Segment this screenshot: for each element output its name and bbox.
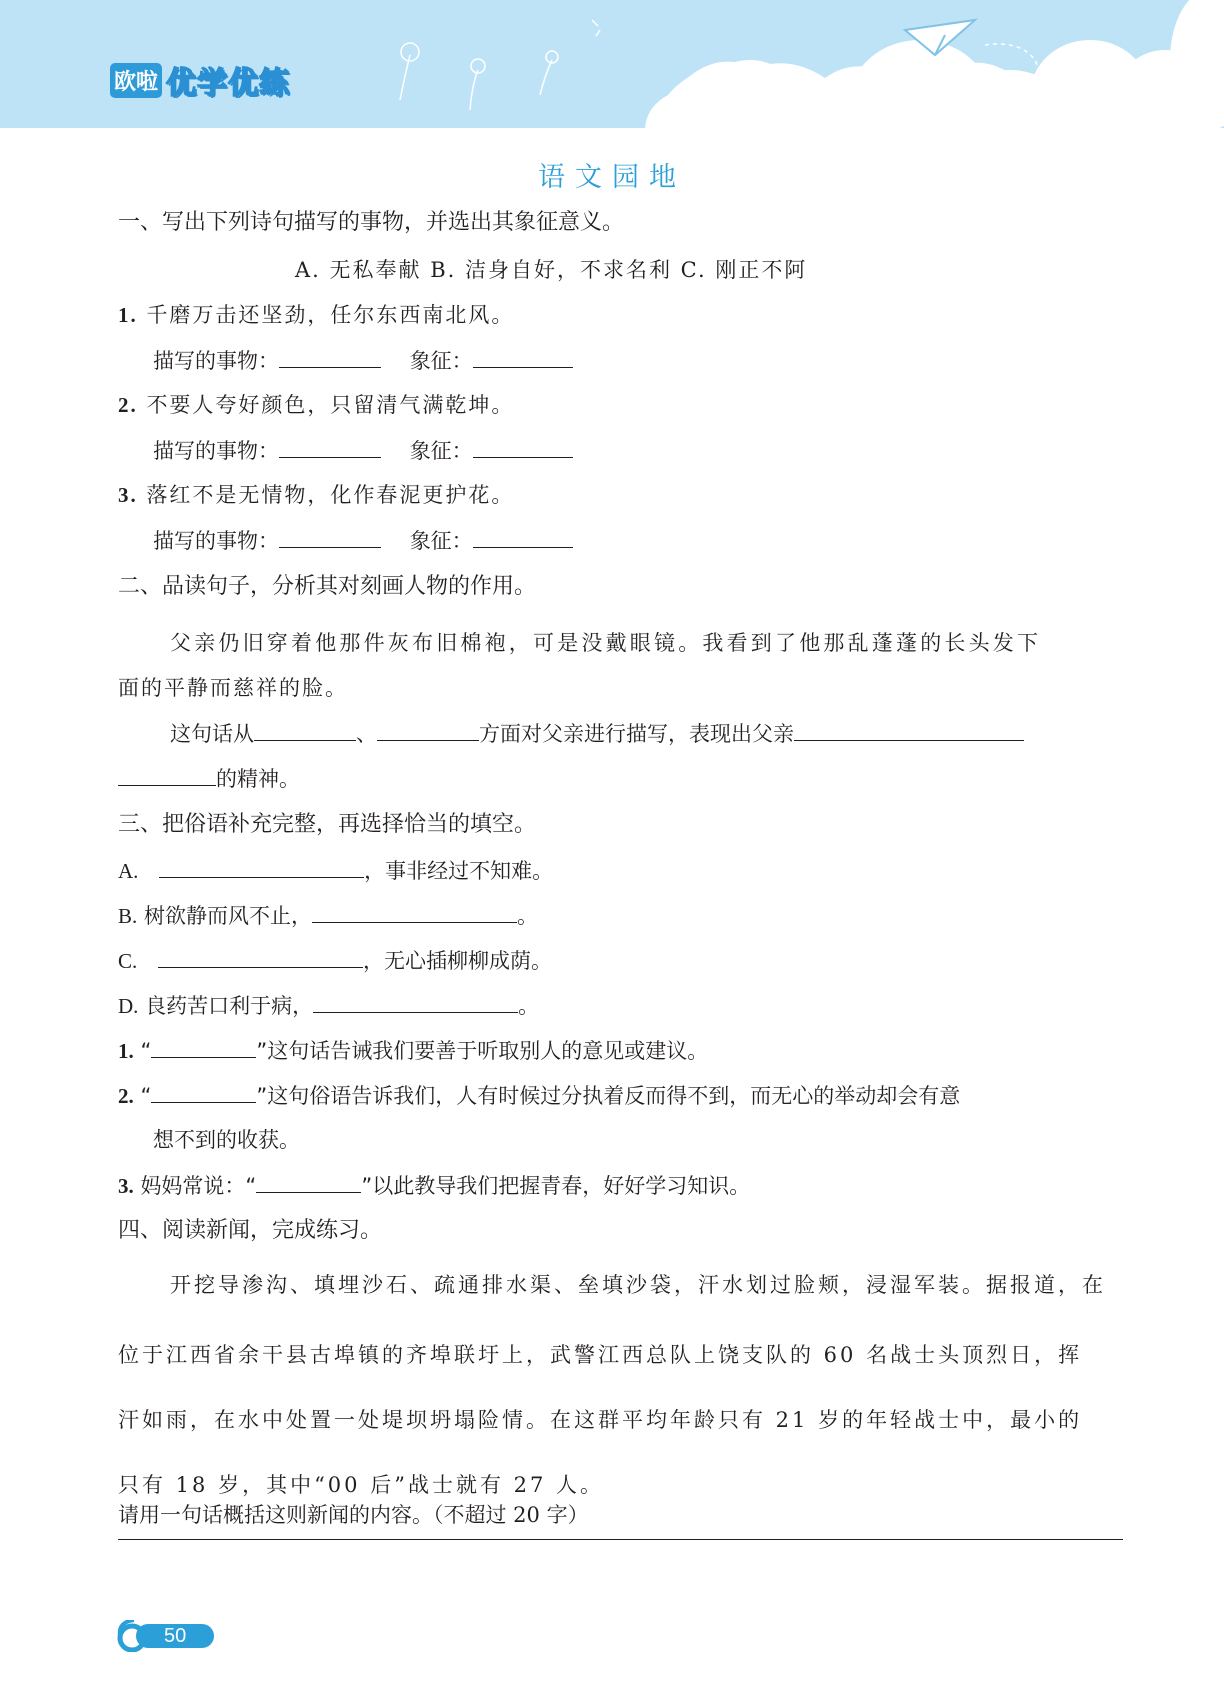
proverb-letter: A. xyxy=(118,859,139,883)
news-line-2: 位于江西省余干县古埠镇的齐埠联圩上，武警江西总队上饶支队的 60 名战士头顶烈日，挥 xyxy=(118,1343,1083,1367)
blank-proverb-a[interactable] xyxy=(159,855,364,878)
label-thing: 描写的事物： xyxy=(153,529,279,553)
poem-text: 落红不是无情物，化作春泥更护花。 xyxy=(146,483,515,507)
blank-symbol-3[interactable] xyxy=(473,525,573,548)
proverb-b xyxy=(118,900,538,931)
answer-row-3 xyxy=(153,525,573,556)
proverb-text: 。 xyxy=(516,904,538,928)
q-text: ”这句话告诫我们要善于听取别人的意见或建议。 xyxy=(256,1039,709,1063)
blank-symbol-1[interactable] xyxy=(473,345,573,368)
blank-q1[interactable] xyxy=(151,1035,256,1058)
proverb-text: 良药苦口利于病， xyxy=(145,994,314,1018)
brand-name: 优学优练 xyxy=(166,66,291,101)
answer-row-1 xyxy=(153,345,573,376)
news-line-4: 只有 18 岁，其中“00 后”战士就有 27 人。 xyxy=(118,1473,605,1497)
section3-q2 xyxy=(118,1080,960,1111)
section4-question: 请用一句话概括这则新闻的内容。（不超过 20 字） xyxy=(118,1503,589,1527)
item-number: 3. xyxy=(118,1174,134,1198)
section3-q3 xyxy=(118,1170,750,1201)
blank-thing-3[interactable] xyxy=(279,525,381,548)
news-line-1: 开挖导渗沟、填埋沙石、疏通排水渠、垒填沙袋，汗水划过脸颊，浸湿军装。据报道，在 xyxy=(170,1273,1106,1297)
section3-q2-cont: 想不到的收获。 xyxy=(153,1128,300,1152)
label-symbol: 象征： xyxy=(409,439,473,463)
section1-heading: 一、写出下列诗句描写的事物，并选出其象征意义。 xyxy=(118,210,625,235)
proverb-letter: C. xyxy=(118,949,138,973)
section3-heading: 三、把俗语补充完整，再选择恰当的填空。 xyxy=(118,812,537,837)
blank-proverb-c[interactable] xyxy=(158,945,363,968)
passage-line-1: 父亲仍旧穿着他那件灰布旧棉袍，可是没戴眼镜。我看到了他那乱蓬蓬的长头发下 xyxy=(170,631,1042,655)
page-number: 50 xyxy=(164,1625,187,1647)
page-title: 语文园地 xyxy=(538,162,686,193)
proverb-text: 。 xyxy=(518,994,540,1018)
poem-item-2 xyxy=(118,390,514,420)
section3-q1 xyxy=(118,1035,708,1066)
answer-line[interactable] xyxy=(118,1539,1123,1540)
answer-row-2 xyxy=(153,435,573,466)
section4-heading: 四、阅读新闻，完成练习。 xyxy=(118,1218,383,1243)
section2-question xyxy=(170,718,1024,749)
label-symbol: 象征： xyxy=(409,349,473,373)
blank-symbol-2[interactable] xyxy=(473,435,573,458)
q-text: ”以此教导我们把握青春，好好学习知识。 xyxy=(361,1174,751,1198)
proverb-text: ，无心插柳柳成荫。 xyxy=(362,949,552,973)
poem-item-1 xyxy=(118,300,514,330)
section1-options: A. 无私奉献 B. 洁身自好，不求名利 C. 刚正不阿 xyxy=(295,258,808,282)
q-text: 的精神。 xyxy=(216,767,300,791)
item-number: 3. xyxy=(118,483,138,507)
blank-q3[interactable] xyxy=(256,1170,361,1193)
passage-line-2: 面的平静而慈祥的脸。 xyxy=(118,676,348,700)
q-text: ”这句俗语告诉我们，人有时候过分执着反而得不到，而无心的举动却会有意 xyxy=(256,1084,961,1108)
blank-spirit-2[interactable] xyxy=(118,763,216,786)
item-number: 2. xyxy=(118,1084,134,1108)
section2-question-cont xyxy=(118,763,300,794)
proverb-text: 树欲静而风不止， xyxy=(143,904,312,928)
proverb-c xyxy=(118,945,552,976)
label-symbol: 象征： xyxy=(409,529,473,553)
blank-proverb-d[interactable] xyxy=(313,990,518,1013)
item-number: 1. xyxy=(118,1039,134,1063)
brand-prefix: 欧啦 xyxy=(110,63,162,98)
blank-spirit-1[interactable] xyxy=(794,718,1024,741)
q-sep: 、 xyxy=(356,722,377,746)
poem-text: 千磨万击还坚劲，任尔东西南北风。 xyxy=(146,303,515,327)
blank-proverb-b[interactable] xyxy=(312,900,517,923)
brand-logo xyxy=(110,58,290,102)
q-text: 方面对父亲进行描写，表现出父亲 xyxy=(479,722,794,746)
poem-text: 不要人夸好颜色，只留清气满乾坤。 xyxy=(146,393,515,417)
blank-aspect-2[interactable] xyxy=(377,718,479,741)
blank-q2[interactable] xyxy=(151,1080,256,1103)
proverb-text: ，事非经过不知难。 xyxy=(364,859,554,883)
q-text: “ xyxy=(140,1084,152,1108)
section2-heading: 二、品读句子，分析其对刻画人物的作用。 xyxy=(118,574,537,599)
item-number: 2. xyxy=(118,393,138,417)
blank-thing-1[interactable] xyxy=(279,345,381,368)
item-number: 1. xyxy=(118,303,138,327)
label-thing: 描写的事物： xyxy=(153,439,279,463)
q-text: “ xyxy=(140,1039,152,1063)
proverb-letter: B. xyxy=(118,904,138,928)
proverb-d xyxy=(118,990,539,1021)
proverb-letter: D. xyxy=(118,994,139,1018)
blank-thing-2[interactable] xyxy=(279,435,381,458)
q-text: 妈妈常说：“ xyxy=(140,1174,257,1198)
proverb-a xyxy=(118,855,553,886)
label-thing: 描写的事物： xyxy=(153,349,279,373)
blank-aspect-1[interactable] xyxy=(254,718,356,741)
q-text: 这句话从 xyxy=(170,722,254,746)
news-line-3: 汗如雨，在水中处置一处堤坝坍塌险情。在这群平均年龄只有 21 岁的年轻战士中，最小的 xyxy=(118,1408,1083,1432)
poem-item-3 xyxy=(118,480,514,510)
